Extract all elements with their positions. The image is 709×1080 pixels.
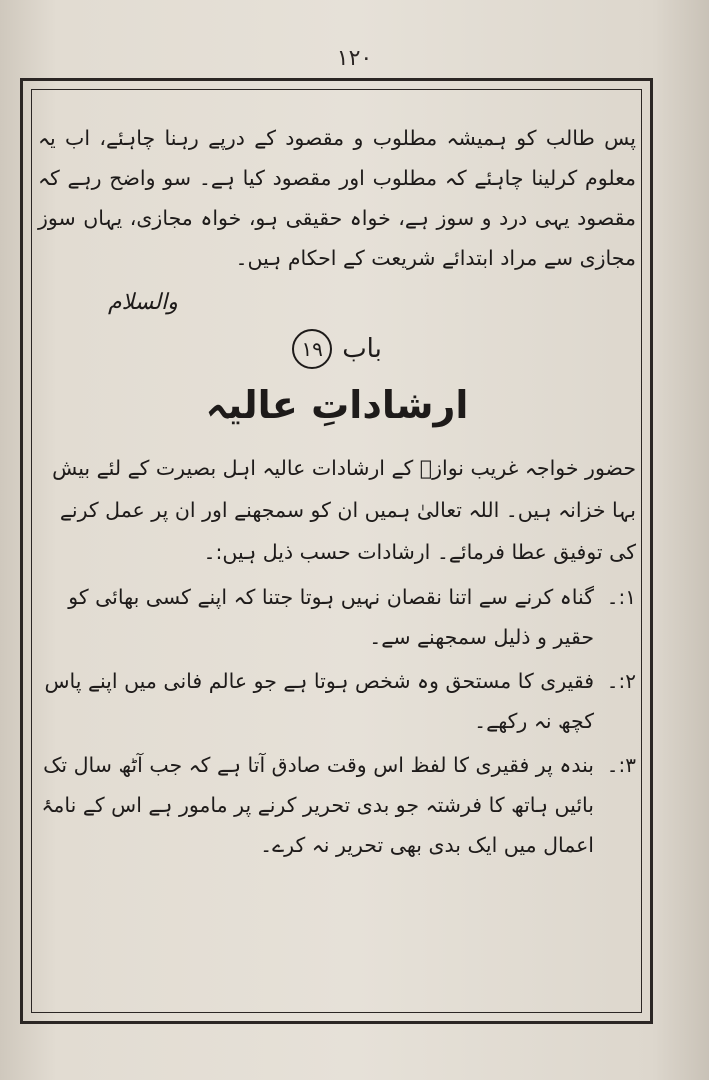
chapter-word: باب <box>342 334 382 364</box>
item-text: فقیری کا مستحق وہ شخص ہوتا ہے جو عالم فانی میں اپنے پاس کچھ نہ رکھے۔ <box>44 669 594 733</box>
chapter-number-circle: ۱۹ <box>292 329 332 369</box>
item-text: گناہ کرنے سے اتنا نقصان نہیں ہوتا جتنا کہ اپنے کسی بھائی کو حقیر و ذلیل سمجھنے سے۔ <box>68 585 594 649</box>
page-content <box>38 118 636 865</box>
item-number: ۳:۔ <box>606 753 636 777</box>
list-item <box>38 661 636 741</box>
chapter-label <box>38 329 636 369</box>
page-number: ۱۲۰ <box>336 46 373 71</box>
item-number: ۲:۔ <box>606 669 636 693</box>
list-item <box>38 745 636 865</box>
item-number: ۱:۔ <box>606 585 636 609</box>
intro-paragraph: حضور خواجہ غریب نوازؒ کے ارشادات عالیہ اہل بصیرت کے لئے بیش بہا خزانہ ہیں۔ اللہ تعالیٰ ہمیں ان کو سمجھنے اور ان پر عمل کرنے کی توفیق عطا فرمائے۔ ارشادات حسب ذیل ہیں:۔ <box>52 456 636 564</box>
closing-salutation: والسلام <box>108 290 178 315</box>
item-text: بندہ پر فقیری کا لفظ اس وقت صادق آتا ہے کہ جب آٹھ سال تک بائیں ہاتھ کا فرشتہ جو بدی تحریر کرنے پر مامور ہے اس کے نامۂ اعمال میں ایک بدی بھی تحریر نہ کرے۔ <box>41 753 594 857</box>
list-item <box>38 577 636 657</box>
opening-paragraph: پس طالب کو ہمیشہ مطلوب و مقصود کے درپے رہنا چاہئے، اب یہ معلوم کرلینا چاہئے کہ مطلوب اور مقصود کیا ہے۔ سو واضح رہے کہ مقصود یہی درد و سوز ہے، خواہ حقیقی ہو، خواہ مجازی، یہاں سوز مجازی سے مراد ابتدائے شریعت کے احکام ہیں۔ <box>38 126 636 270</box>
chapter-heading: ارشاداتِ عالیہ <box>205 383 469 427</box>
